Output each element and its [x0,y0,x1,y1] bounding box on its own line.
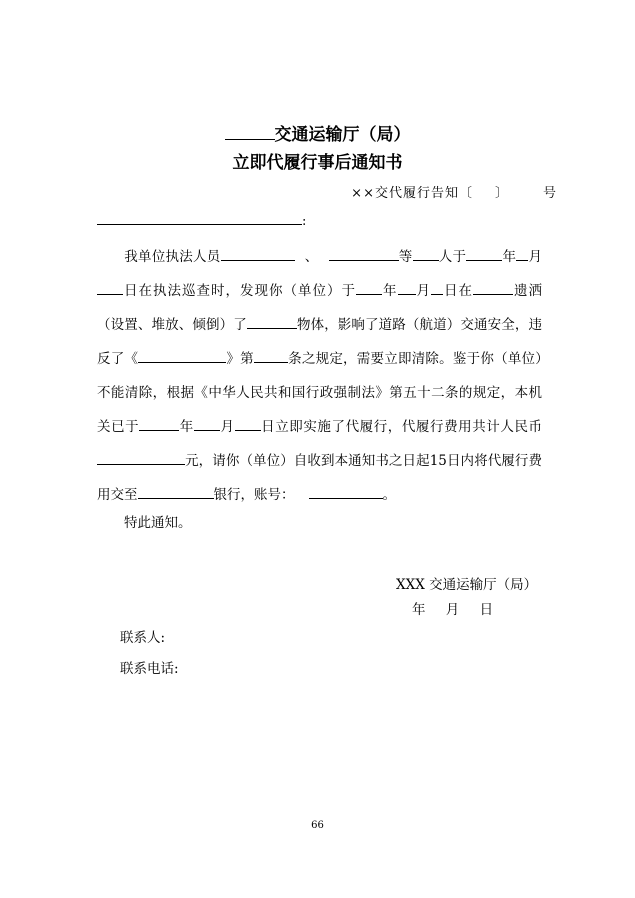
contact-person-label: 联系人: [120,630,166,646]
document-subtitle: 立即代履行事后通知书 [232,153,403,173]
officer-count-blank[interactable] [413,246,439,261]
officer-2-blank[interactable] [329,246,399,261]
article-number-blank[interactable] [254,348,288,363]
addressee-line: : [97,210,306,229]
object-blank[interactable] [247,314,297,329]
fee-amount-blank[interactable] [97,450,185,465]
inspection-month-blank-2[interactable] [97,280,123,295]
agency-name-blank[interactable] [225,125,275,140]
regulation-name-blank[interactable] [138,348,226,363]
document-title: 交通运输厅（局） [0,120,635,145]
inspection-year-blank[interactable] [466,246,502,261]
violation-day-blank[interactable] [431,280,443,295]
reference-number: ××交代履行告知〔 〕 号 [351,186,557,201]
location-blank[interactable] [473,280,513,295]
contact-phone-label: 联系电话: [120,661,179,677]
bank-name-blank[interactable] [138,484,214,499]
signature-organization: XXX 交通运输厅（局） [396,577,538,593]
notice-body: 我单位执法人员 、 等 人于 年 月日在执法巡查时，发现你（单位）于 年 月 日在 遗洒（设置、堆放、倾倒）了 物体，影响了道路（航道）交通安全，违反了《 》第 条之规定，需要立即清除。鉴于你（单位）不能清除，根据《中华人民共和国行政强制法》第五十二条的规定，本机关已于 年 月 日立即实施了代履行，代履行费用共计人民币元，请你（单位）自收到本通知书之日起15日内将代履行费用交至 银行，账号： 。 [97,240,542,512]
execution-year-blank[interactable] [139,416,179,431]
closing-line: 特此通知。 [124,515,192,531]
execution-month-blank[interactable] [194,416,220,431]
account-number-blank[interactable] [309,484,383,499]
violation-year-blank[interactable] [356,280,382,295]
page-number: 66 [311,820,324,831]
officer-1-blank[interactable] [221,246,295,261]
execution-day-blank[interactable] [235,416,261,431]
addressee-blank[interactable] [97,210,302,225]
signature-date: 年 月 日 [412,602,494,618]
violation-month-blank[interactable] [398,280,416,295]
inspection-month-blank[interactable] [516,246,528,261]
